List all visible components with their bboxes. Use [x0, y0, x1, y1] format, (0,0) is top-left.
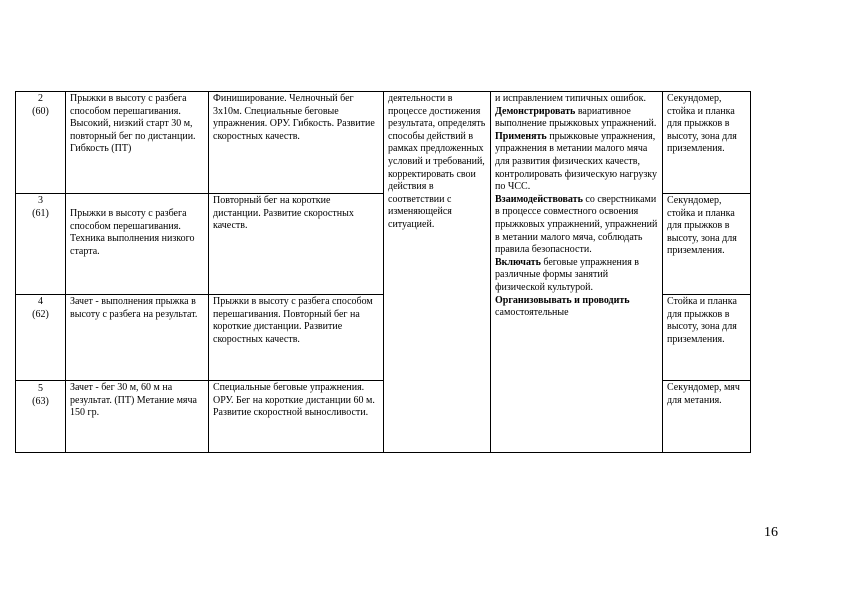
- row-number: 5: [38, 383, 43, 394]
- row-number: 2: [38, 93, 43, 104]
- activity-item: [495, 131, 658, 194]
- lesson-number: (61): [32, 207, 49, 219]
- activity-text: и исправлением типичных ошибок.: [495, 93, 646, 104]
- lesson-number-cell: [16, 381, 66, 453]
- content-cell: Специальные беговые упражнения. ОРУ. Бег на короткие дистанции 60 м. Развитие скоростной выносливости.: [209, 381, 384, 453]
- activity-text: самостоятельные: [495, 307, 569, 319]
- activity-verb: Включать: [495, 256, 541, 268]
- content-cell: Финиширование. Челночный бег 3х10м. Специальные беговые упражнения. ОРУ. Гибкость. Развитие скоростных качеств.: [209, 92, 384, 194]
- activity-text: вариативное выполнение прыжковых упражнений.: [495, 105, 657, 130]
- regulatory-uud-cell: [384, 92, 491, 453]
- equipment-cell: Стойка и планка для прыжков в высоту, зона для приземления.: [663, 295, 751, 381]
- equipment-cell: Секундомер, стойка и планка для прыжков в высоту, зона для приземления.: [663, 92, 751, 194]
- activity-item: [495, 194, 658, 257]
- activity-text: со сверстниками в процессе совместного освоения прыжковых упражнений, упражнений в метании малого мяча, соблюдать правила безопасности.: [495, 193, 658, 256]
- lesson-number-cell: [16, 194, 66, 295]
- lesson-number: (60): [32, 105, 49, 117]
- lesson-number: (62): [32, 308, 49, 320]
- table-row: [16, 92, 751, 194]
- topic-cell: Зачет - выполнения прыжка в высоту с разбега на результат.: [66, 295, 209, 381]
- activity-verb: Применять: [495, 130, 547, 142]
- row-number: 3: [38, 195, 43, 206]
- topic-cell: Прыжки в высоту с разбега способом перешагивания. Высокий, низкий старт 30 м, повторный бег по дистанции. Гибкость (ПТ): [66, 92, 209, 194]
- lesson-number-cell: [16, 295, 66, 381]
- row-number: 4: [38, 296, 43, 307]
- activity-text: прыжковые упражнения, упражнения в метании малого мяча для развития физических качеств, контролировать физическую нагрузку по ЧСС.: [495, 130, 658, 193]
- regulatory-text: деятельности в процессе достижения результата, определять способы действий в рамках предложенных условий и требований, корректировать свои действия в соответствии с изменяющейся ситуацией.: [388, 93, 486, 230]
- activity-verb: Демонстрировать: [495, 105, 576, 117]
- activity-text: беговые упражнения в различные формы занятий физической культурой.: [495, 256, 640, 293]
- equipment-cell: Секундомер, стойка и планка для прыжков в высоту, зона для приземления.: [663, 194, 751, 295]
- activity-item: [495, 106, 658, 131]
- topic-cell: Прыжки в высоту с разбега способом перешагивания. Техника выполнения низкого старта.: [66, 194, 209, 295]
- activity-item: [495, 257, 658, 295]
- lesson-number-cell: [16, 92, 66, 194]
- activity-item: [495, 295, 658, 320]
- equipment-cell: Секундомер, мяч для метания.: [663, 381, 751, 453]
- student-activities-cell: [491, 92, 663, 453]
- page-number: 16: [764, 525, 778, 540]
- topic-cell: Зачет - бег 30 м, 60 м на результат. (ПТ) Метание мяча 150 гр.: [66, 381, 209, 453]
- activity-verb: Организовывать и проводить: [495, 294, 630, 306]
- lesson-number: (63): [32, 395, 49, 407]
- content-cell: Повторный бег на короткие дистанции. Развитие скоростных качеств.: [209, 194, 384, 295]
- activity-item: [495, 93, 658, 106]
- lesson-plan-table: [15, 91, 751, 453]
- content-cell: Прыжки в высоту с разбега способом перешагивания. Повторный бег на короткие дистанции. Развитие скоростных качеств.: [209, 295, 384, 381]
- activity-verb: Взаимодействовать: [495, 193, 583, 205]
